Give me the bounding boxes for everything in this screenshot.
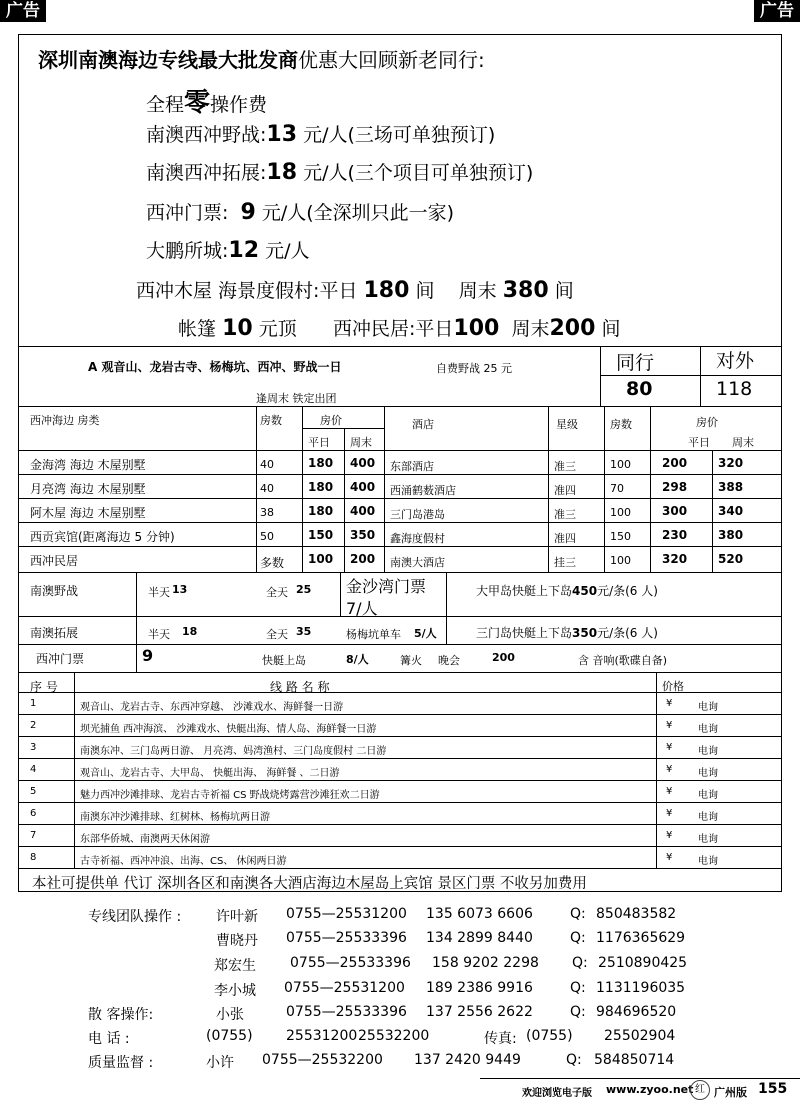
table-row: 6 南澳东冲沙滩排球、红树林、杨梅坑两日游 ¥ 电询 <box>18 802 782 824</box>
act-expansion: 南澳拓展 <box>30 626 79 640</box>
sanmen-boat: 三门岛快艇上下岛350元/条(6 人) <box>476 626 658 640</box>
page-number: 155 <box>758 1081 788 1097</box>
public-label: 对外 <box>716 350 755 372</box>
th-weekday2: 平日 <box>688 436 710 449</box>
table-row: 8 古寺祈福、西冲冲浪、出海、CS、 休闲两日游 ¥ 电询 <box>18 846 782 868</box>
divider <box>18 346 782 347</box>
th-price: 房价 <box>320 414 342 427</box>
footer-site-text: 欢迎浏览电子版 <box>522 1088 592 1099</box>
table-row: 1 观音山、龙岩古寺、东西冲穿越、 沙滩戏水、海鲜餐一日游 ¥ 电询 <box>18 692 782 714</box>
tour-a-note: 自费野战 25 元 <box>436 362 512 375</box>
promo-line-5: 大鹏所城:12 元/人 <box>146 238 310 263</box>
table-row: 2 坝光捕鱼 西冲海滨、 沙滩戏水、快艇出海、情人岛、海鲜餐一日游 ¥ 电询 <box>18 714 782 736</box>
table-row: 4 观音山、龙岩古寺、大甲岛、 快艇出海、 海鲜餐 、二日游 ¥ 电询 <box>18 758 782 780</box>
table-row: 5 魅力西冲沙滩排球、龙岩古寺祈福 CS 野战烧烤露营沙滩狂欢二日游 ¥ 电询 <box>18 780 782 802</box>
headline-rest: 优惠大回顾新老同行: <box>298 48 485 72</box>
routes-th-no: 序 号 <box>30 680 58 694</box>
promo-line-1: 全程零操作费 <box>146 88 268 118</box>
public-price: 118 <box>716 378 753 400</box>
peer-price: 80 <box>626 378 653 400</box>
routes-th-name: 线 路 名 称 <box>270 680 330 694</box>
red-badge-icon: 红 <box>690 1080 710 1100</box>
table-row: 7 东部华侨城、南澳两天休闲游 ¥ 电询 <box>18 824 782 846</box>
zero-big: 零 <box>184 88 211 118</box>
jinsha-price: 7/人 <box>346 599 378 618</box>
th-rooms2: 房数 <box>610 418 632 431</box>
act-ticket: 西冲门票 <box>36 652 85 666</box>
th-price2: 房价 <box>696 416 718 429</box>
promo-line-6: 西冲木屋 海景度假村:平日 180 间 周末 380 间 <box>136 278 574 303</box>
th-weekend: 周末 <box>350 436 372 449</box>
th-weekday: 平日 <box>308 436 330 449</box>
th-type: 西冲海边 房类 <box>30 414 100 427</box>
footer-url[interactable]: www.zyoo.net <box>606 1083 694 1096</box>
promo-line-3: 南澳西冲拓展:18 元/人(三个项目可单独预订) <box>146 160 534 185</box>
tour-a-subtitle: 逢周末 铁定出团 <box>256 392 337 405</box>
dajia-boat: 大甲岛快艇上下岛450元/条(6 人) <box>476 584 658 598</box>
promo-line-7: 帐篷 10 元顶 西冲民居:平日100 周末200 间 <box>178 316 621 341</box>
table-row: 3 南澳东冲、三门岛两日游、 月亮湾、妈湾渔村、三门岛度假村 二日游 ¥ 电询 <box>18 736 782 758</box>
promo-line-4: 西冲门票: 9 元/人(全深圳只此一家) <box>146 200 455 225</box>
th-star: 星级 <box>556 418 578 431</box>
ad-tag-right: 广告 <box>754 0 800 22</box>
footer-edition: 广州版 <box>714 1086 747 1099</box>
headline <box>38 44 485 73</box>
th-rooms: 房数 <box>260 414 282 427</box>
act-wargame: 南澳野战 <box>30 584 79 598</box>
jinsha-label: 金沙湾门票 <box>346 577 427 596</box>
headline-bold: 深圳南澳海边专线最大批发商 <box>38 48 298 72</box>
th-weekend2: 周末 <box>732 436 754 449</box>
peer-label: 同行 <box>616 352 655 374</box>
services-note: 本社可提供单 代订 深圳各区和南澳各大酒店海边木屋岛上宾馆 景区门票 不收另加费用 <box>32 876 587 892</box>
routes-th-price: 价格 <box>662 680 684 693</box>
ad-tag-left: 广告 <box>0 0 46 22</box>
tour-a-title: A 观音山、龙岩古寺、杨梅坑、西冲、野战一日 <box>88 360 342 374</box>
promo-line-2: 南澳西冲野战:13 元/人(三场可单独预订) <box>146 122 496 147</box>
th-hotel: 酒店 <box>412 418 434 431</box>
